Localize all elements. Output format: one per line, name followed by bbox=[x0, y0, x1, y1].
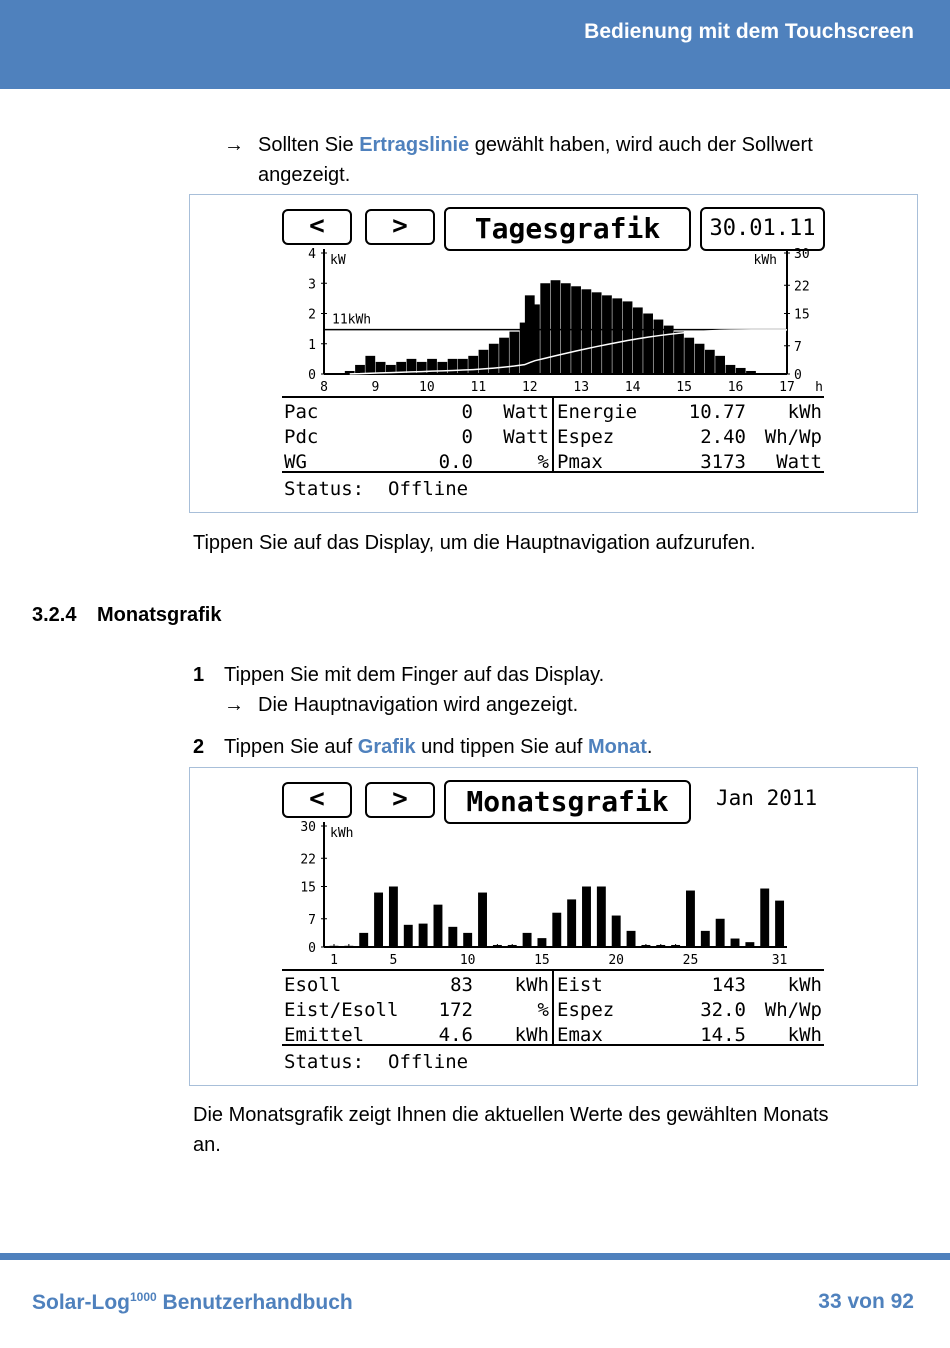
row-unit: Watt bbox=[503, 401, 549, 423]
day-bar bbox=[695, 344, 705, 374]
y-tick-label: 7 bbox=[308, 912, 316, 928]
day-bar bbox=[664, 326, 674, 374]
row-unit-2: kWh bbox=[787, 974, 822, 996]
x-tick-label: 10 bbox=[459, 953, 476, 968]
day-bar bbox=[571, 286, 581, 374]
day-bar bbox=[448, 359, 458, 374]
month-bar bbox=[686, 891, 695, 947]
arrow-icon: → bbox=[224, 694, 244, 716]
row-label: Esoll bbox=[284, 974, 342, 996]
y2-tick-label: 22 bbox=[794, 279, 810, 295]
row-value: 0 bbox=[461, 426, 473, 448]
month-bar bbox=[389, 887, 398, 948]
row-unit-2: Watt bbox=[776, 451, 822, 473]
month-bar bbox=[508, 945, 517, 947]
month-bar bbox=[523, 933, 532, 947]
row-unit-2: Wh/Wp bbox=[764, 999, 822, 1021]
x-tick-label: 8 bbox=[320, 380, 328, 395]
section-number: 3.2.4 bbox=[32, 604, 77, 626]
month-bar bbox=[641, 945, 650, 947]
row-label-2: Pmax bbox=[557, 451, 603, 473]
month-bar bbox=[612, 916, 621, 947]
row-label: Pac bbox=[284, 401, 319, 423]
day-bar bbox=[612, 298, 622, 374]
month-desc-line1: Die Monatsgrafik zeigt Ihnen die aktuellen Werte des gewählten Monats bbox=[193, 1104, 829, 1126]
row-value-2: 14.5 bbox=[700, 1024, 746, 1046]
day-bar bbox=[715, 356, 725, 374]
month-bar bbox=[582, 887, 591, 948]
row-value-2: 10.77 bbox=[688, 401, 746, 423]
month-bar bbox=[671, 945, 680, 947]
row-label: Pdc bbox=[284, 426, 319, 448]
tip-text: Tippen Sie auf das Display, um die Hauptnavigation aufzurufen. bbox=[193, 532, 756, 554]
day-bar bbox=[551, 280, 561, 374]
day-bar bbox=[540, 283, 550, 374]
y2-tick-label: 0 bbox=[794, 368, 802, 383]
month-bar bbox=[760, 889, 769, 947]
row-value: 0.0 bbox=[438, 451, 473, 473]
month-bar bbox=[493, 945, 502, 947]
step-number: 2 bbox=[193, 736, 205, 758]
row-value: 83 bbox=[450, 974, 473, 996]
prev-button[interactable]: < bbox=[282, 782, 352, 818]
status-value: Offline bbox=[388, 1051, 469, 1073]
day-bar bbox=[509, 332, 519, 374]
month-bar bbox=[627, 931, 636, 947]
intro-line2: angezeigt. bbox=[258, 164, 351, 186]
target-label: 11kWh bbox=[332, 312, 372, 328]
x-tick-label: 16 bbox=[727, 380, 744, 395]
day-bar bbox=[705, 350, 715, 374]
y-tick-label: 4 bbox=[308, 247, 316, 262]
month-bar bbox=[434, 905, 443, 947]
day-bar bbox=[468, 356, 478, 374]
x-tick-label: 10 bbox=[419, 380, 435, 395]
unit-label: kWh bbox=[330, 826, 354, 841]
row-label-2: Energie bbox=[557, 401, 638, 423]
month-bar bbox=[419, 924, 428, 947]
row-label-2: Emax bbox=[557, 1024, 603, 1046]
next-button[interactable]: > bbox=[365, 782, 435, 818]
day-bar bbox=[386, 365, 396, 374]
month-bar bbox=[597, 887, 606, 948]
day-bar bbox=[345, 371, 355, 374]
month-bar bbox=[731, 939, 740, 947]
row-unit-2: kWh bbox=[787, 1024, 822, 1046]
day-bar bbox=[520, 323, 530, 374]
day-bar bbox=[355, 365, 365, 374]
row-value-2: 2.40 bbox=[700, 426, 746, 448]
day-bar bbox=[376, 362, 386, 374]
next-button[interactable]: > bbox=[365, 209, 435, 245]
x-tick-label: 11 bbox=[470, 380, 487, 395]
day-bar bbox=[643, 314, 653, 375]
x-tick-label: 5 bbox=[389, 953, 398, 968]
month-bar bbox=[463, 933, 472, 947]
day-bar bbox=[396, 362, 406, 374]
x-tick-label: 17 bbox=[779, 380, 795, 395]
day-bar bbox=[458, 359, 468, 374]
x-tick-label: 14 bbox=[624, 380, 641, 395]
day-bar bbox=[674, 332, 684, 374]
row-label: Emittel bbox=[284, 1024, 365, 1046]
day-bar bbox=[561, 283, 571, 374]
highlight-monat: Monat bbox=[587, 736, 647, 758]
day-bar bbox=[581, 289, 591, 374]
row-value-2: 32.0 bbox=[700, 999, 746, 1021]
highlight-ertragslinie: Ertragslinie bbox=[359, 134, 470, 156]
y-tick-label: 1 bbox=[308, 337, 316, 353]
y-tick-label: 0 bbox=[308, 941, 316, 956]
day-bar bbox=[499, 338, 509, 374]
x-tick-label: 20 bbox=[608, 953, 625, 968]
y-tick-label: 2 bbox=[308, 307, 316, 323]
highlight-grafik: Grafik bbox=[357, 736, 416, 758]
footer-brand: Solar-Log$^{1000}$ Benutzerhandbuch bbox=[32, 1290, 353, 1314]
month-bar bbox=[359, 933, 368, 947]
month-bar bbox=[344, 946, 353, 947]
row-value-2: 143 bbox=[711, 974, 746, 996]
y-tick-label: 0 bbox=[308, 368, 316, 383]
step-text: Tippen Sie auf Grafik und tippen Sie auf Monat. bbox=[224, 736, 653, 758]
day-graph-screen[interactable] bbox=[189, 194, 918, 513]
month-date[interactable]: Jan 2011 bbox=[716, 786, 818, 810]
day-bar bbox=[726, 365, 736, 374]
day-bar bbox=[736, 368, 746, 374]
screen-title: Monatsgrafik bbox=[444, 780, 691, 824]
row-value: 172 bbox=[438, 999, 473, 1021]
month-bar bbox=[552, 913, 561, 947]
step-number: 1 bbox=[193, 664, 205, 686]
day-bar bbox=[525, 295, 535, 374]
day-bar bbox=[684, 338, 694, 374]
x-tick-label: 25 bbox=[682, 953, 699, 968]
x-tick-label: 13 bbox=[573, 380, 590, 395]
row-unit-2: kWh bbox=[787, 401, 822, 423]
y2-tick-label: 30 bbox=[794, 247, 810, 262]
day-bar bbox=[417, 362, 427, 374]
status-label: Status: bbox=[284, 1051, 365, 1073]
month-bar bbox=[745, 942, 754, 947]
month-bar bbox=[656, 945, 665, 947]
day-bar bbox=[479, 350, 489, 374]
x-tick-label: 15 bbox=[534, 953, 550, 968]
arrow-icon: → bbox=[224, 134, 244, 156]
month-bar bbox=[330, 946, 339, 947]
x-tick-label: 31 bbox=[771, 953, 788, 968]
row-value-2: 3173 bbox=[700, 451, 746, 473]
row-value: 0 bbox=[461, 401, 473, 423]
day-bar bbox=[602, 295, 612, 374]
row-label-2: Espez bbox=[557, 426, 615, 448]
month-bar bbox=[775, 901, 784, 947]
day-bar bbox=[592, 292, 602, 374]
step-result: → Die Hauptnavigation wird angezeigt. bbox=[224, 690, 578, 720]
row-unit: Watt bbox=[503, 426, 549, 448]
y2-tick-label: 7 bbox=[794, 339, 802, 355]
month-desc-line2: an. bbox=[193, 1134, 221, 1156]
section-title: Monatsgrafik bbox=[97, 604, 222, 626]
right-unit: kWh bbox=[753, 253, 777, 268]
y-tick-label: 15 bbox=[300, 880, 316, 896]
row-label: Eist/Esoll bbox=[284, 999, 399, 1021]
month-bar bbox=[716, 919, 725, 947]
month-bar bbox=[404, 925, 413, 947]
y-tick-label: 30 bbox=[300, 820, 316, 835]
y-tick-label: 22 bbox=[300, 852, 316, 868]
row-unit: kWh bbox=[514, 1024, 549, 1046]
day-bar bbox=[623, 301, 633, 374]
month-graph-screen[interactable] bbox=[189, 767, 918, 1086]
step-text: Tippen Sie mit dem Finger auf das Display. bbox=[224, 664, 605, 686]
yield-line bbox=[350, 330, 787, 374]
intro-line: → Sollten Sie Ertragslinie gewählt haben, wird auch der Sollwert bbox=[224, 130, 813, 160]
month-bar bbox=[701, 931, 710, 947]
screen-title: Tagesgrafik bbox=[444, 207, 691, 251]
x-tick-label: 9 bbox=[371, 380, 380, 395]
x-tick-label: 15 bbox=[676, 380, 692, 395]
day-bar bbox=[489, 344, 499, 374]
row-unit: % bbox=[537, 999, 549, 1021]
day-bar bbox=[407, 359, 417, 374]
row-unit: % bbox=[537, 451, 549, 473]
month-bar bbox=[374, 893, 383, 947]
row-label: WG bbox=[284, 451, 307, 473]
footer-rule bbox=[0, 1253, 950, 1260]
date-button[interactable]: 30.01.11 bbox=[700, 207, 825, 251]
row-label-2: Espez bbox=[557, 999, 615, 1021]
status-label: Status: bbox=[284, 478, 365, 500]
page-header bbox=[0, 0, 950, 89]
prev-button[interactable]: < bbox=[282, 209, 352, 245]
row-label-2: Eist bbox=[557, 974, 603, 996]
day-bar bbox=[427, 359, 437, 374]
row-unit-2: Wh/Wp bbox=[764, 426, 822, 448]
day-bar bbox=[365, 356, 375, 374]
day-bar bbox=[654, 320, 664, 374]
x-unit: h bbox=[815, 380, 823, 395]
x-tick-label: 12 bbox=[521, 380, 538, 395]
left-unit: kW bbox=[330, 253, 346, 268]
row-value: 4.6 bbox=[438, 1024, 473, 1046]
month-bar bbox=[567, 899, 576, 947]
day-bar bbox=[633, 307, 643, 374]
status-value: Offline bbox=[388, 478, 469, 500]
month-bar bbox=[478, 893, 487, 947]
page-number: 33 von 92 bbox=[818, 1290, 914, 1313]
y-tick-label: 3 bbox=[308, 277, 316, 293]
row-unit: kWh bbox=[514, 974, 549, 996]
header-title: Bedienung mit dem Touchscreen bbox=[584, 20, 914, 43]
day-bar bbox=[746, 371, 756, 374]
y2-tick-label: 15 bbox=[794, 307, 810, 323]
day-bar bbox=[530, 304, 540, 374]
x-tick-label: 1 bbox=[330, 953, 338, 968]
month-bar bbox=[448, 927, 457, 947]
day-bar bbox=[437, 362, 447, 374]
month-bar bbox=[537, 938, 546, 947]
